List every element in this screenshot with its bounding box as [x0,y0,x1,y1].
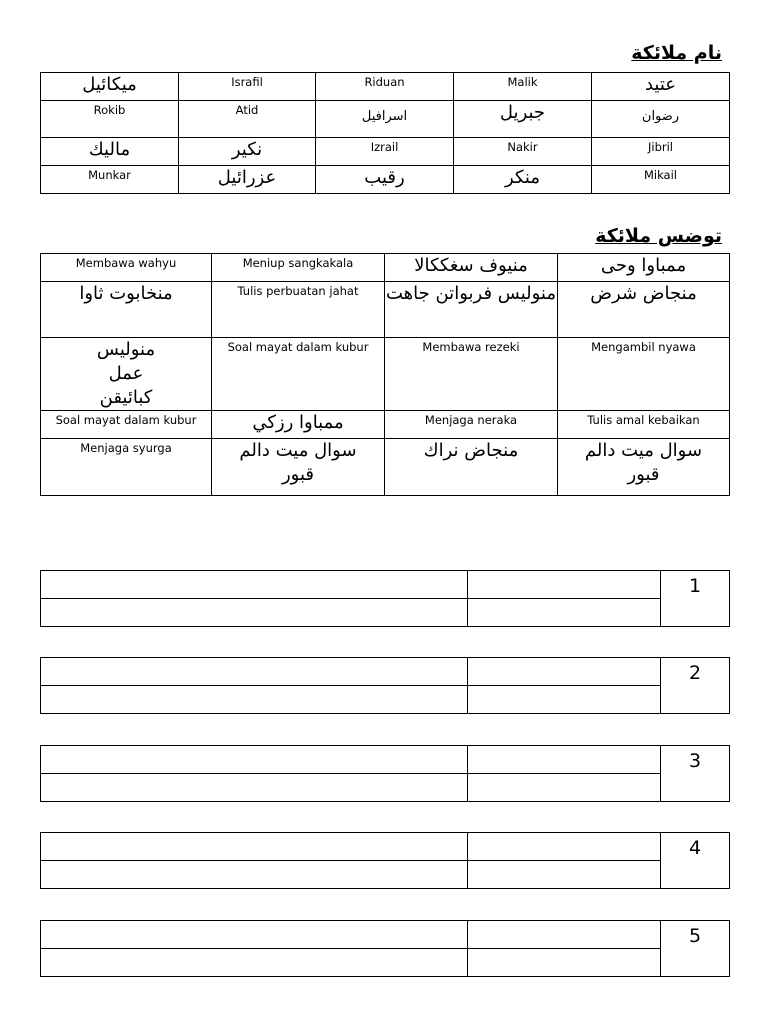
answer-number: 3 [661,746,730,802]
cell: منخابوت ثاوا [41,282,212,338]
cell: Rokib [41,101,179,138]
cell: Riduan [316,73,454,101]
cell: Tulis perbuatan jahat [212,282,385,338]
cell: منيوف سغككالا [385,254,558,282]
answer-box-3[interactable] [40,745,730,802]
cell: Mikail [592,166,730,194]
answer-field[interactable] [468,599,661,627]
answer-field[interactable] [41,861,468,889]
answer-field[interactable] [468,861,661,889]
answer-field[interactable] [468,686,661,714]
cell: رضوان [592,101,730,138]
answer-field[interactable] [41,658,468,686]
answer-field[interactable] [41,921,468,949]
cell: ممباوا رزكي [212,411,385,439]
cell: عزرائيل [179,166,316,194]
cell: Soal mayat dalam kubur [41,411,212,439]
answer-field[interactable] [468,921,661,949]
cell: Nakir [454,138,592,166]
angel-duties-table [40,253,730,496]
answer-field[interactable] [468,774,661,802]
cell: Atid [179,101,316,138]
section1-title: نام ملائكة [631,42,722,64]
answer-box-4[interactable] [40,832,730,889]
cell: Meniup sangkakala [212,254,385,282]
answer-box-1[interactable] [40,570,730,627]
cell: ماليك [41,138,179,166]
cell: نكير [179,138,316,166]
answer-field[interactable] [41,774,468,802]
answer-box-2[interactable] [40,657,730,714]
answer-field[interactable] [41,686,468,714]
cell: Membawa wahyu [41,254,212,282]
answer-field[interactable] [41,833,468,861]
cell: سوال ميت دالم قبور [558,439,730,496]
answer-field[interactable] [468,658,661,686]
cell: ميكائيل [41,73,179,101]
answer-field[interactable] [468,571,661,599]
cell: Munkar [41,166,179,194]
cell: منجاض شرض [558,282,730,338]
cell: Membawa rezeki [385,338,558,411]
cell: منكر [454,166,592,194]
answer-number: 4 [661,833,730,889]
cell: Menjaga syurga [41,439,212,496]
cell: Jibril [592,138,730,166]
cell: منجاض نراك [385,439,558,496]
answer-field[interactable] [41,599,468,627]
cell: رقيب [316,166,454,194]
answer-field[interactable] [41,949,468,977]
section2-title: توضس ملائكة [595,225,722,247]
answer-number: 1 [661,571,730,627]
answer-field[interactable] [41,746,468,774]
answer-box-5[interactable] [40,920,730,977]
cell: سوال ميت دالم قبور [212,439,385,496]
cell: Soal mayat dalam kubur [212,338,385,411]
cell: Menjaga neraka [385,411,558,439]
cell: جبريل [454,101,592,138]
cell: Tulis amal kebaikan [558,411,730,439]
angel-names-table [40,72,730,194]
answer-field[interactable] [468,746,661,774]
cell: Mengambil nyawa [558,338,730,411]
cell: ممباوا وحى [558,254,730,282]
answer-number: 5 [661,921,730,977]
cell: اسرافيل [316,101,454,138]
answer-number: 2 [661,658,730,714]
cell: منوليس عمل كبائيقن [41,338,212,411]
answer-field[interactable] [468,949,661,977]
cell: Malik [454,73,592,101]
cell: Israfil [179,73,316,101]
answer-field[interactable] [468,833,661,861]
cell: عتيد [592,73,730,101]
cell: منوليس فربواتن جاهت [385,282,558,338]
cell: Izrail [316,138,454,166]
answer-field[interactable] [41,571,468,599]
